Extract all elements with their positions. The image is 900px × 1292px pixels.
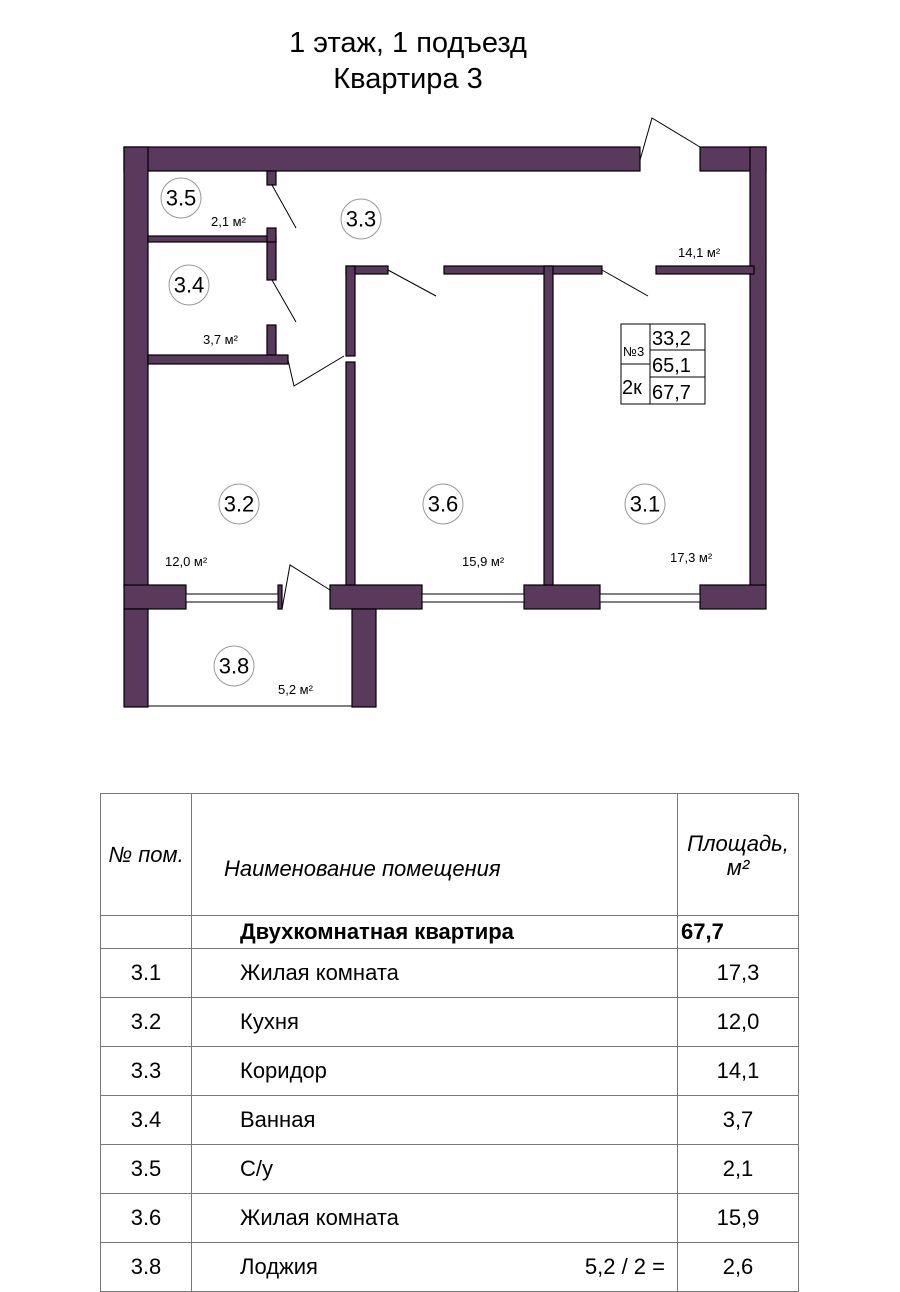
wall-corridor-2: [444, 266, 602, 274]
table-total-row: [101, 916, 799, 949]
room-3-2: [165, 484, 259, 569]
header-number: № пом.: [101, 794, 192, 916]
wall-bottom-4: [524, 585, 600, 609]
info-rooms-count: 2к: [622, 377, 642, 399]
row-name: [192, 1243, 678, 1292]
room-3-5-area: 2,1 м²: [211, 214, 246, 229]
wall-kitchen-room36: [346, 362, 355, 585]
header-area: Площадь, м²: [678, 794, 799, 916]
wall-bottom-1: [124, 585, 186, 609]
row-area: 12,0: [678, 998, 799, 1047]
room-3-1-id: 3.1: [629, 491, 661, 517]
window-room31-icon: [600, 594, 700, 602]
wc-door-icon: [272, 185, 296, 228]
row-number: 3.1: [101, 949, 192, 998]
wall-bottom-2: [278, 585, 282, 609]
room-3-6-id: 3.6: [427, 491, 459, 517]
table-row: [101, 949, 799, 998]
row-number: 3.6: [101, 1194, 192, 1243]
row-name-text: Коридор: [240, 1058, 327, 1083]
total-name: Двухкомнатная квартира: [192, 916, 678, 949]
row-number: 3.3: [101, 1047, 192, 1096]
total-area: 67,7: [678, 916, 799, 949]
row-name: [192, 998, 678, 1047]
room-3-3-area: 14,1 м²: [678, 245, 721, 260]
row-calc: 5,2 / 2 =: [584, 1254, 665, 1279]
room-3-6-area: 15,9 м²: [462, 554, 505, 569]
row-name: [192, 1145, 678, 1194]
wall-kitchen-room36-top: [346, 266, 355, 356]
row-name-text: Ванная: [240, 1107, 316, 1132]
row-area: 15,9: [678, 1194, 799, 1243]
wall-right: [750, 147, 766, 587]
room-3-2-area: 12,0 м²: [165, 554, 208, 569]
table-row: [101, 1096, 799, 1145]
row-number: 3.2: [101, 998, 192, 1047]
wall-bottom-3: [330, 585, 422, 609]
table-row: [101, 998, 799, 1047]
info-number: №3: [623, 344, 645, 359]
window-kitchen-icon: [186, 594, 278, 602]
row-area: 14,1: [678, 1047, 799, 1096]
row-area: 3,7: [678, 1096, 799, 1145]
balcony-door-icon: [282, 565, 330, 609]
room-3-8-id: 3.8: [218, 653, 250, 679]
room-3-8-area: 5,2 м²: [278, 682, 313, 697]
room-3-3: [341, 199, 721, 260]
row-name-text: Жилая комната: [240, 1205, 399, 1230]
wall-bath-door-top: [267, 242, 276, 280]
entrance-door-icon: [640, 118, 700, 160]
table-row: [101, 1145, 799, 1194]
rooms-table: [100, 793, 799, 1292]
wall-room36-room31: [544, 266, 553, 585]
row-name: [192, 1194, 678, 1243]
wall-wc-bath: [148, 236, 276, 242]
info-living-area: 33,2: [652, 328, 691, 350]
room36-door-icon: [388, 270, 436, 296]
row-name-text: Кухня: [240, 1009, 299, 1034]
row-area: 2,1: [678, 1145, 799, 1194]
header-name: Наименование помещения: [192, 794, 678, 916]
info-total-with-loggia: 67,7: [652, 382, 691, 404]
row-name: [192, 1096, 678, 1145]
loggia-wall-left: [124, 609, 148, 707]
room-3-2-id: 3.2: [223, 491, 255, 517]
wall-top-left: [124, 147, 640, 171]
row-area: 17,3: [678, 949, 799, 998]
wall-bath-kitchen: [148, 355, 288, 364]
wall-bath-door-bottom: [267, 325, 276, 355]
total-number: [101, 916, 192, 949]
room-3-4: [169, 265, 239, 347]
room-3-4-id: 3.4: [173, 272, 205, 298]
info-total-area: 65,1: [652, 355, 691, 377]
table-header-row: [101, 794, 799, 916]
apartment-title: Квартира 3: [333, 63, 483, 95]
kitchen-door-icon: [288, 356, 344, 386]
row-number: 3.8: [101, 1243, 192, 1292]
table-row: [101, 1194, 799, 1243]
row-number: 3.4: [101, 1096, 192, 1145]
room-3-8: [214, 646, 314, 697]
row-area: 2,6: [678, 1243, 799, 1292]
wall-corridor-3: [656, 266, 754, 274]
table-row: [101, 1047, 799, 1096]
wall-wc-door-top: [267, 171, 276, 185]
room31-door-icon: [602, 270, 648, 296]
wall-wc-door-bottom: [267, 228, 276, 242]
room-3-5-id: 3.5: [165, 185, 197, 211]
room-3-6: [423, 484, 505, 569]
row-name-text: Жилая комната: [240, 960, 399, 985]
wall-bottom-5: [700, 585, 766, 609]
room-3-1-area: 17,3 м²: [670, 550, 713, 565]
row-name-text: С/у: [240, 1156, 273, 1181]
row-name-text: Лоджия: [240, 1254, 318, 1279]
room-3-3-id: 3.3: [345, 206, 377, 232]
window-room36-icon: [422, 594, 524, 602]
room-3-4-area: 3,7 м²: [203, 332, 238, 347]
apartment-info-box: [621, 324, 705, 404]
room-3-5: [161, 178, 247, 229]
row-name: [192, 949, 678, 998]
bath-door-icon: [272, 280, 296, 322]
loggia-wall-right: [352, 609, 376, 707]
room-3-1: [625, 484, 713, 565]
floor-entrance-title: 1 этаж, 1 подъезд: [289, 27, 527, 59]
table-row: [101, 1243, 799, 1292]
row-number: 3.5: [101, 1145, 192, 1194]
row-name: [192, 1047, 678, 1096]
wall-left: [124, 147, 148, 587]
